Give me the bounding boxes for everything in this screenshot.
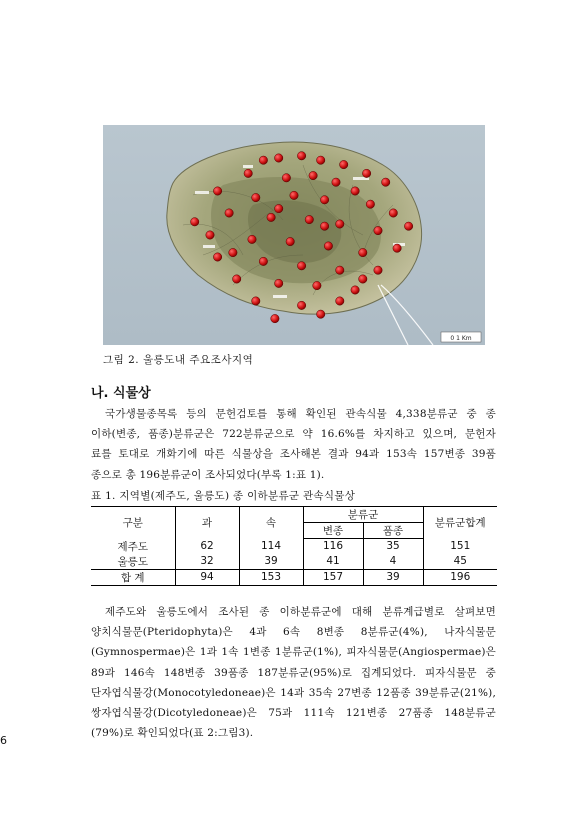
survey-site-marker [297, 301, 305, 309]
survey-site-marker [359, 275, 367, 283]
cell-genus: 153 [239, 569, 303, 585]
survey-site-marker [366, 200, 374, 208]
taxa-table [91, 506, 497, 586]
survey-map-figure [103, 125, 485, 345]
survey-site-marker [213, 187, 221, 195]
survey-site-marker [382, 178, 390, 186]
survey-site-marker [275, 204, 283, 212]
cell-family: 62 [175, 539, 239, 554]
cell-region: 울릉도 [117, 555, 148, 568]
survey-site-marker [404, 222, 412, 230]
page-number: 6 [0, 734, 7, 747]
paragraph-2-line: 단자엽식물강(Monocotyledoneae)은 14과 35속 27변종 12품종 39분류군(21%), [91, 686, 496, 699]
cell-variety: 157 [303, 569, 363, 585]
survey-site-marker [359, 248, 367, 256]
survey-site-marker [233, 275, 241, 283]
header-variety: 변종 [303, 523, 363, 539]
paragraph-2-line: (79%)로 확인되었다(표 2:그림3). [91, 727, 254, 740]
survey-site-marker [332, 178, 340, 186]
table-row [91, 539, 497, 554]
paragraph-2 [91, 602, 496, 743]
figure-caption: 그림 2. 울릉도내 주요조사지역 [103, 354, 254, 366]
survey-site-marker [259, 156, 267, 164]
paragraph-1-line: 료를 토대로 개화기에 따른 식물상을 조사해본 결과 94과 153속 157변종 39품 [91, 448, 496, 461]
header-family: 과 [175, 507, 239, 539]
survey-site-marker [309, 171, 317, 179]
survey-site-marker [267, 213, 275, 221]
survey-site-marker [206, 231, 214, 239]
survey-site-marker [297, 262, 305, 270]
cell-genus: 114 [239, 539, 303, 554]
cell-family: 32 [175, 554, 239, 570]
paragraph-2-line: 제주도와 울릉도에서 조사된 종 이하분류군에 대해 분류계급별로 살펴보면 [105, 606, 496, 618]
cell-family: 94 [175, 569, 239, 585]
survey-site-marker [336, 220, 344, 228]
cell-genus: 39 [239, 554, 303, 570]
header-category: 구분 [91, 507, 175, 539]
survey-site-marker [317, 310, 325, 318]
survey-site-marker [275, 279, 283, 287]
ulleungdo-map [103, 125, 485, 345]
cell-total: 151 [423, 539, 497, 554]
paragraph-1-line: 이하(변종, 품종)분류군은 722분류군으로 약 16.6%를 차지하고 있으며, 문헌자 [91, 428, 496, 441]
survey-site-marker [351, 187, 359, 195]
survey-site-marker [313, 281, 321, 289]
survey-site-marker [374, 266, 382, 274]
paragraph-2-line: (Gymnospermae)은 1과 1속 1변종 1분류군(1%), 피자식물문(Angiospermae)은 [91, 646, 496, 659]
cell-region: 제주도 [117, 540, 148, 553]
survey-site-marker [252, 193, 260, 201]
survey-site-marker [252, 297, 260, 305]
cell-variety: 116 [303, 539, 363, 554]
cell-form: 35 [363, 539, 423, 554]
survey-site-marker [271, 314, 279, 322]
header-genus: 속 [239, 507, 303, 539]
paragraph-1-line: 종으로 총 196분류군이 조사되었다(부록 1:표 1). [91, 468, 325, 481]
header-form: 품종 [363, 523, 423, 539]
survey-site-marker [340, 160, 348, 168]
table-title: 표 1. 지역별(제주도, 울릉도) 종 이하분류군 관속식물상 [91, 490, 356, 502]
survey-site-marker [229, 248, 237, 256]
scale-label: 0 1 Km [450, 335, 472, 342]
survey-site-marker [324, 242, 332, 250]
survey-site-marker [374, 226, 382, 234]
survey-site-marker [290, 191, 298, 199]
paragraph-2-line: 쌍자엽식물강(Dicotyledoneae)은 75과 111속 121변종 27품종 148분류군 [91, 707, 496, 720]
table-total-row [91, 569, 497, 585]
cell-total: 196 [423, 569, 497, 585]
table-row [91, 554, 497, 570]
paragraph-1 [91, 404, 496, 485]
survey-site-marker [248, 235, 256, 243]
cell-variety: 41 [303, 554, 363, 570]
header-taxa-group: 분류군 [303, 507, 423, 523]
cell-form: 39 [363, 569, 423, 585]
survey-site-marker [286, 237, 294, 245]
paragraph-1-line: 국가생물종목록 등의 문헌검토를 통해 확인된 관속식물 4,338분류군 중 종 [105, 408, 496, 420]
survey-site-marker [244, 169, 252, 177]
survey-site-marker [259, 257, 267, 265]
survey-site-marker [336, 297, 344, 305]
survey-site-marker [320, 222, 328, 230]
survey-site-marker [336, 266, 344, 274]
cell-total-label: 합 계 [91, 569, 175, 585]
survey-site-marker [362, 169, 370, 177]
survey-site-marker [191, 218, 199, 226]
survey-site-marker [393, 244, 401, 252]
header-taxa-total: 분류군합계 [423, 507, 497, 539]
survey-site-marker [351, 286, 359, 294]
survey-site-marker [213, 253, 221, 261]
cell-form: 4 [363, 554, 423, 570]
survey-site-marker [282, 174, 290, 182]
survey-site-marker [320, 196, 328, 204]
survey-site-marker [389, 209, 397, 217]
paragraph-2-line: 양치식물문(Pteridophyta)은 4과 6속 8변종 8분류군(4%), 나자식물문 [91, 626, 496, 639]
survey-site-marker [225, 209, 233, 217]
survey-site-marker [317, 156, 325, 164]
section-title: 나. 식물상 [91, 386, 151, 401]
survey-site-marker [275, 154, 283, 162]
cell-total: 45 [423, 554, 497, 570]
paragraph-2-line: 89과 146속 148변종 39품종 187분류군(95%)로 집계되었다. 피자식물문 중 [91, 666, 496, 679]
survey-site-marker [305, 215, 313, 223]
survey-site-marker [297, 152, 305, 160]
